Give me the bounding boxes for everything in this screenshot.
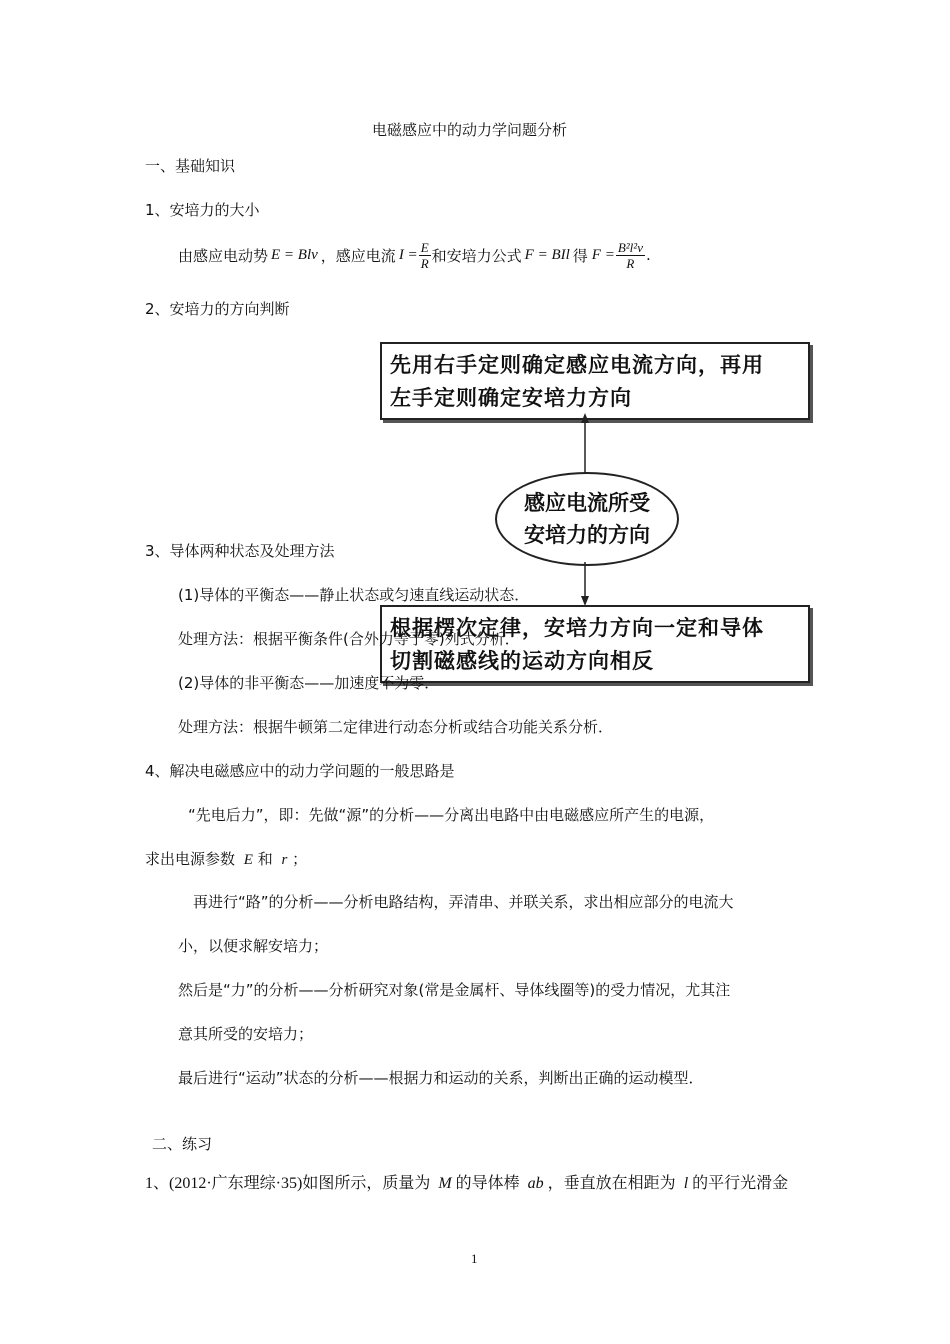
text-line: 处理方法：根据平衡条件(合外力等于零)列式分析． [178,630,520,648]
result-fraction [616,241,645,270]
text-line: (2)导体的非平衡态——加速度不为零． [178,674,440,692]
text-line: 处理方法：根据牛顿第二定律进行动态分析或结合功能关系分析． [178,718,614,736]
ampere-force-formula-line [178,237,651,273]
text-span: 的平行光滑金 [692,1175,789,1192]
box-line: 切割磁感线的运动方向相反 [390,648,654,673]
section-heading-basics: 一、基础知识 [145,157,236,175]
subsection-heading-3: 3、导体两种状态及处理方法 [145,542,335,560]
exercise-1-line [145,1170,788,1193]
ellipse-line: 感应电流所受 [524,490,650,515]
emf-formula: E = Blv [271,246,318,263]
text-span: 求出电源参数 [145,850,236,868]
fraction-denominator: R [626,255,635,271]
subsection-heading-1: 1、安培力的大小 [145,201,260,219]
text-span: . [645,246,651,264]
text-span: 1、(2012·广东理综·35)如图所示，质量为 [145,1175,431,1192]
result-lhs: F = [591,246,615,263]
fraction-denominator: R [420,255,429,271]
box-line: 先用右手定则确定感应电流方向，再用 [390,352,764,377]
text-span: ； [292,850,308,868]
text-span: ，垂直放在相距为 [547,1175,676,1192]
subsection-heading-4: 4、解决电磁感应中的动力学问题的一般思路是 [145,762,455,780]
force-formula: F = BIl [524,246,570,263]
fraction-numerator: B²l²v [617,239,643,255]
text-span: ，感应电流 [320,246,396,265]
text-line: 最后进行“运动”状态的分析——根据力和运动的关系，判断出正确的运动模型． [178,1069,704,1087]
text-span: 和安培力公式 [431,246,522,265]
fraction-numerator: E [420,239,429,255]
text-line: 意其所受的安培力； [178,1025,314,1043]
text-span: 的导体棒 [455,1175,520,1192]
box-line: 根据楞次定律，安培力方向一定和导体 [390,615,764,640]
text-line: 再进行“路”的分析——分析电路结构，弄清串、并联关系，求出相应部分的电流大 [193,893,734,911]
text-line: (1)导体的平衡态——静止状态或匀速直线运动状态． [178,586,530,604]
section-heading-practice: 二、练习 [152,1135,213,1153]
page-title: 电磁感应中的动力学问题分析 [372,121,568,139]
text-line [145,848,307,869]
subsection-heading-2: 2、安培力的方向判断 [145,300,290,318]
text-span: 由感应电动势 [178,246,269,265]
page-number: 1 [471,1251,478,1266]
text-line: “先电后力”，即：先做“源”的分析——分离出电路中由电磁感应所产生的电源， [188,806,715,824]
text-line: 小，以便求解安培力； [178,937,329,955]
box-line: 左手定则确定安培力方向 [390,385,632,410]
text-span: 和 [257,850,273,868]
text-span: 得 [572,246,588,265]
diagram-top-box [380,342,810,420]
variable-m: M [438,1175,452,1192]
diagram-center-ellipse [495,472,679,566]
text-line: 然后是“力”的分析——分析研究对象(常是金属杆、导体线圈等)的受力情况，尤其注 [178,981,731,999]
ellipse-line: 安培力的方向 [524,522,650,547]
variable-ab: ab [527,1175,544,1192]
current-fraction [419,241,431,270]
variable-e: E [243,852,253,868]
arrow-down [575,562,595,606]
current-lhs: I = [398,246,418,263]
variable-r: r [281,852,288,868]
variable-l: l [683,1175,689,1192]
